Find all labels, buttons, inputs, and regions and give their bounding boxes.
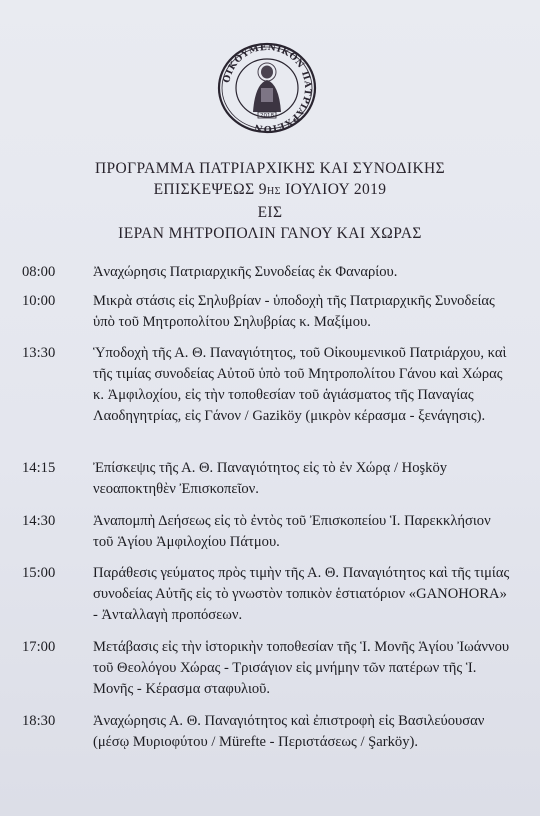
entry-time: 14:30 <box>22 513 56 529</box>
entry-text: Ἐπίσκεψις τῆς Α. Θ. Παναγιότητος εἰς τὸ ἐν Χώρᾳ / Hoşköy νεοαποκτηθὲν Ἐπισκοπεῖον. <box>93 460 448 497</box>
entry-text: Ἀναχώρησις Α. Θ. Παναγιότητος καὶ ἐπιστροφὴ εἰς Βασιλεύουσαν (μέσῳ Μυριοφύτου / Mürefte - Περιστάσεως / Şarköy). <box>93 713 485 750</box>
entry-time: 18:30 <box>22 713 56 729</box>
schedule-entry <box>22 291 512 333</box>
title-line-4: ΙΕΡΑΝ ΜΗΤΡΟΠΟΛΙΝ ΓΑΝΟΥ ΚΑΙ ΧΩΡΑΣ <box>118 225 422 242</box>
entry-time: 10:00 <box>22 293 56 309</box>
patriarchate-seal <box>211 42 323 134</box>
entry-text: Μετάβασις εἰς τὴν ἱστορικὴν τοποθεσίαν τῆς Ἱ. Μονῆς Ἁγίου Ἰωάννου τοῦ Θεολόγου Χώρας - Τρισάγιον εἰς μνήμην τῶν πατέρων τῆς Ἱ. Μονῆς - Κέρασμα σταφυλιοῦ. <box>93 639 510 697</box>
schedule-entry <box>22 343 512 427</box>
schedule-entry <box>22 458 512 500</box>
entry-time: 08:00 <box>22 264 56 280</box>
title-line-2: ΕΠΙΣΚΕΨΕΩΣ 9ΗΣ ΙΟΥΛΙΟΥ 2019 <box>153 181 387 198</box>
entry-time: 17:00 <box>22 639 56 655</box>
seal-ring-text: ΟΙΚΟΥΜΕΝΙΚΟΝ ΠΑΤΡΙΑΡΧΕΙΟΝ <box>222 42 313 134</box>
schedule-entry <box>22 511 512 553</box>
program-title <box>20 158 520 244</box>
entry-text: Ἀναπομπὴ Δεήσεως εἰς τὸ ἐντὸς τοῦ Ἐπισκοπείου Ἱ. Παρεκκλήσιον τοῦ Ἁγίου Ἀμφιλοχίου Πάτμου. <box>93 513 491 550</box>
entry-time: 13:30 <box>22 345 56 361</box>
title-line-1: ΠΡΟΓΡΑΜΜΑ ΠΑΤΡΙΑΡΧΙΚΗΣ ΚΑΙ ΣΥΝΟΔΙΚΗΣ <box>94 160 446 177</box>
seal-icon <box>211 42 323 134</box>
schedule-entry <box>22 711 512 753</box>
seal-year: 2018 <box>260 113 274 119</box>
entry-text: Παράθεσις γεύματος πρὸς τιμὴν τῆς Α. Θ. Παναγιότητος καὶ τῆς τιμίας συνοδείας Αὐτῆς εἰς τὸ γνωστὸν τοπικὸν ἑστιατόριον «GANOHORA» - Ἀνταλλαγὴ προπόσεων. <box>93 565 510 623</box>
entry-text: Ὑποδοχὴ τῆς Α. Θ. Παναγιότητος, τοῦ Οἰκουμενικοῦ Πατριάρχου, καὶ τῆς τιμίας συνοδείας Αὐτοῦ ὑπὸ τοῦ Μητροπολίτου Γάνου καὶ Χώρας κ. Ἀμφιλοχίου, εἰς τὴν τοποθεσίαν τοῦ ἁγιάσματος τῆς Παναγίας Λαοδηγητρίας, εἰς Γάνον / Gaziköy (μικρὸν κέρασμα - ξενάγησις). <box>93 345 507 424</box>
entry-time: 15:00 <box>22 565 56 581</box>
schedule-entry <box>22 637 512 700</box>
schedule-entry <box>22 262 512 283</box>
title-line-3: ΕΙΣ <box>257 204 283 221</box>
entry-time: 14:15 <box>22 460 56 476</box>
schedule-entry <box>22 563 512 626</box>
entry-text: Ἀναχώρησις Πατριαρχικῆς Συνοδείας ἐκ Φαναρίου. <box>93 264 398 280</box>
entry-text: Μικρὰ στάσις εἰς Σηλυβρίαν - ὑποδοχὴ τῆς Πατριαρχικῆς Συνοδείας ὑπὸ τοῦ Μητροπολίτου Σηλυβρίας κ. Μαξίμου. <box>93 293 495 330</box>
